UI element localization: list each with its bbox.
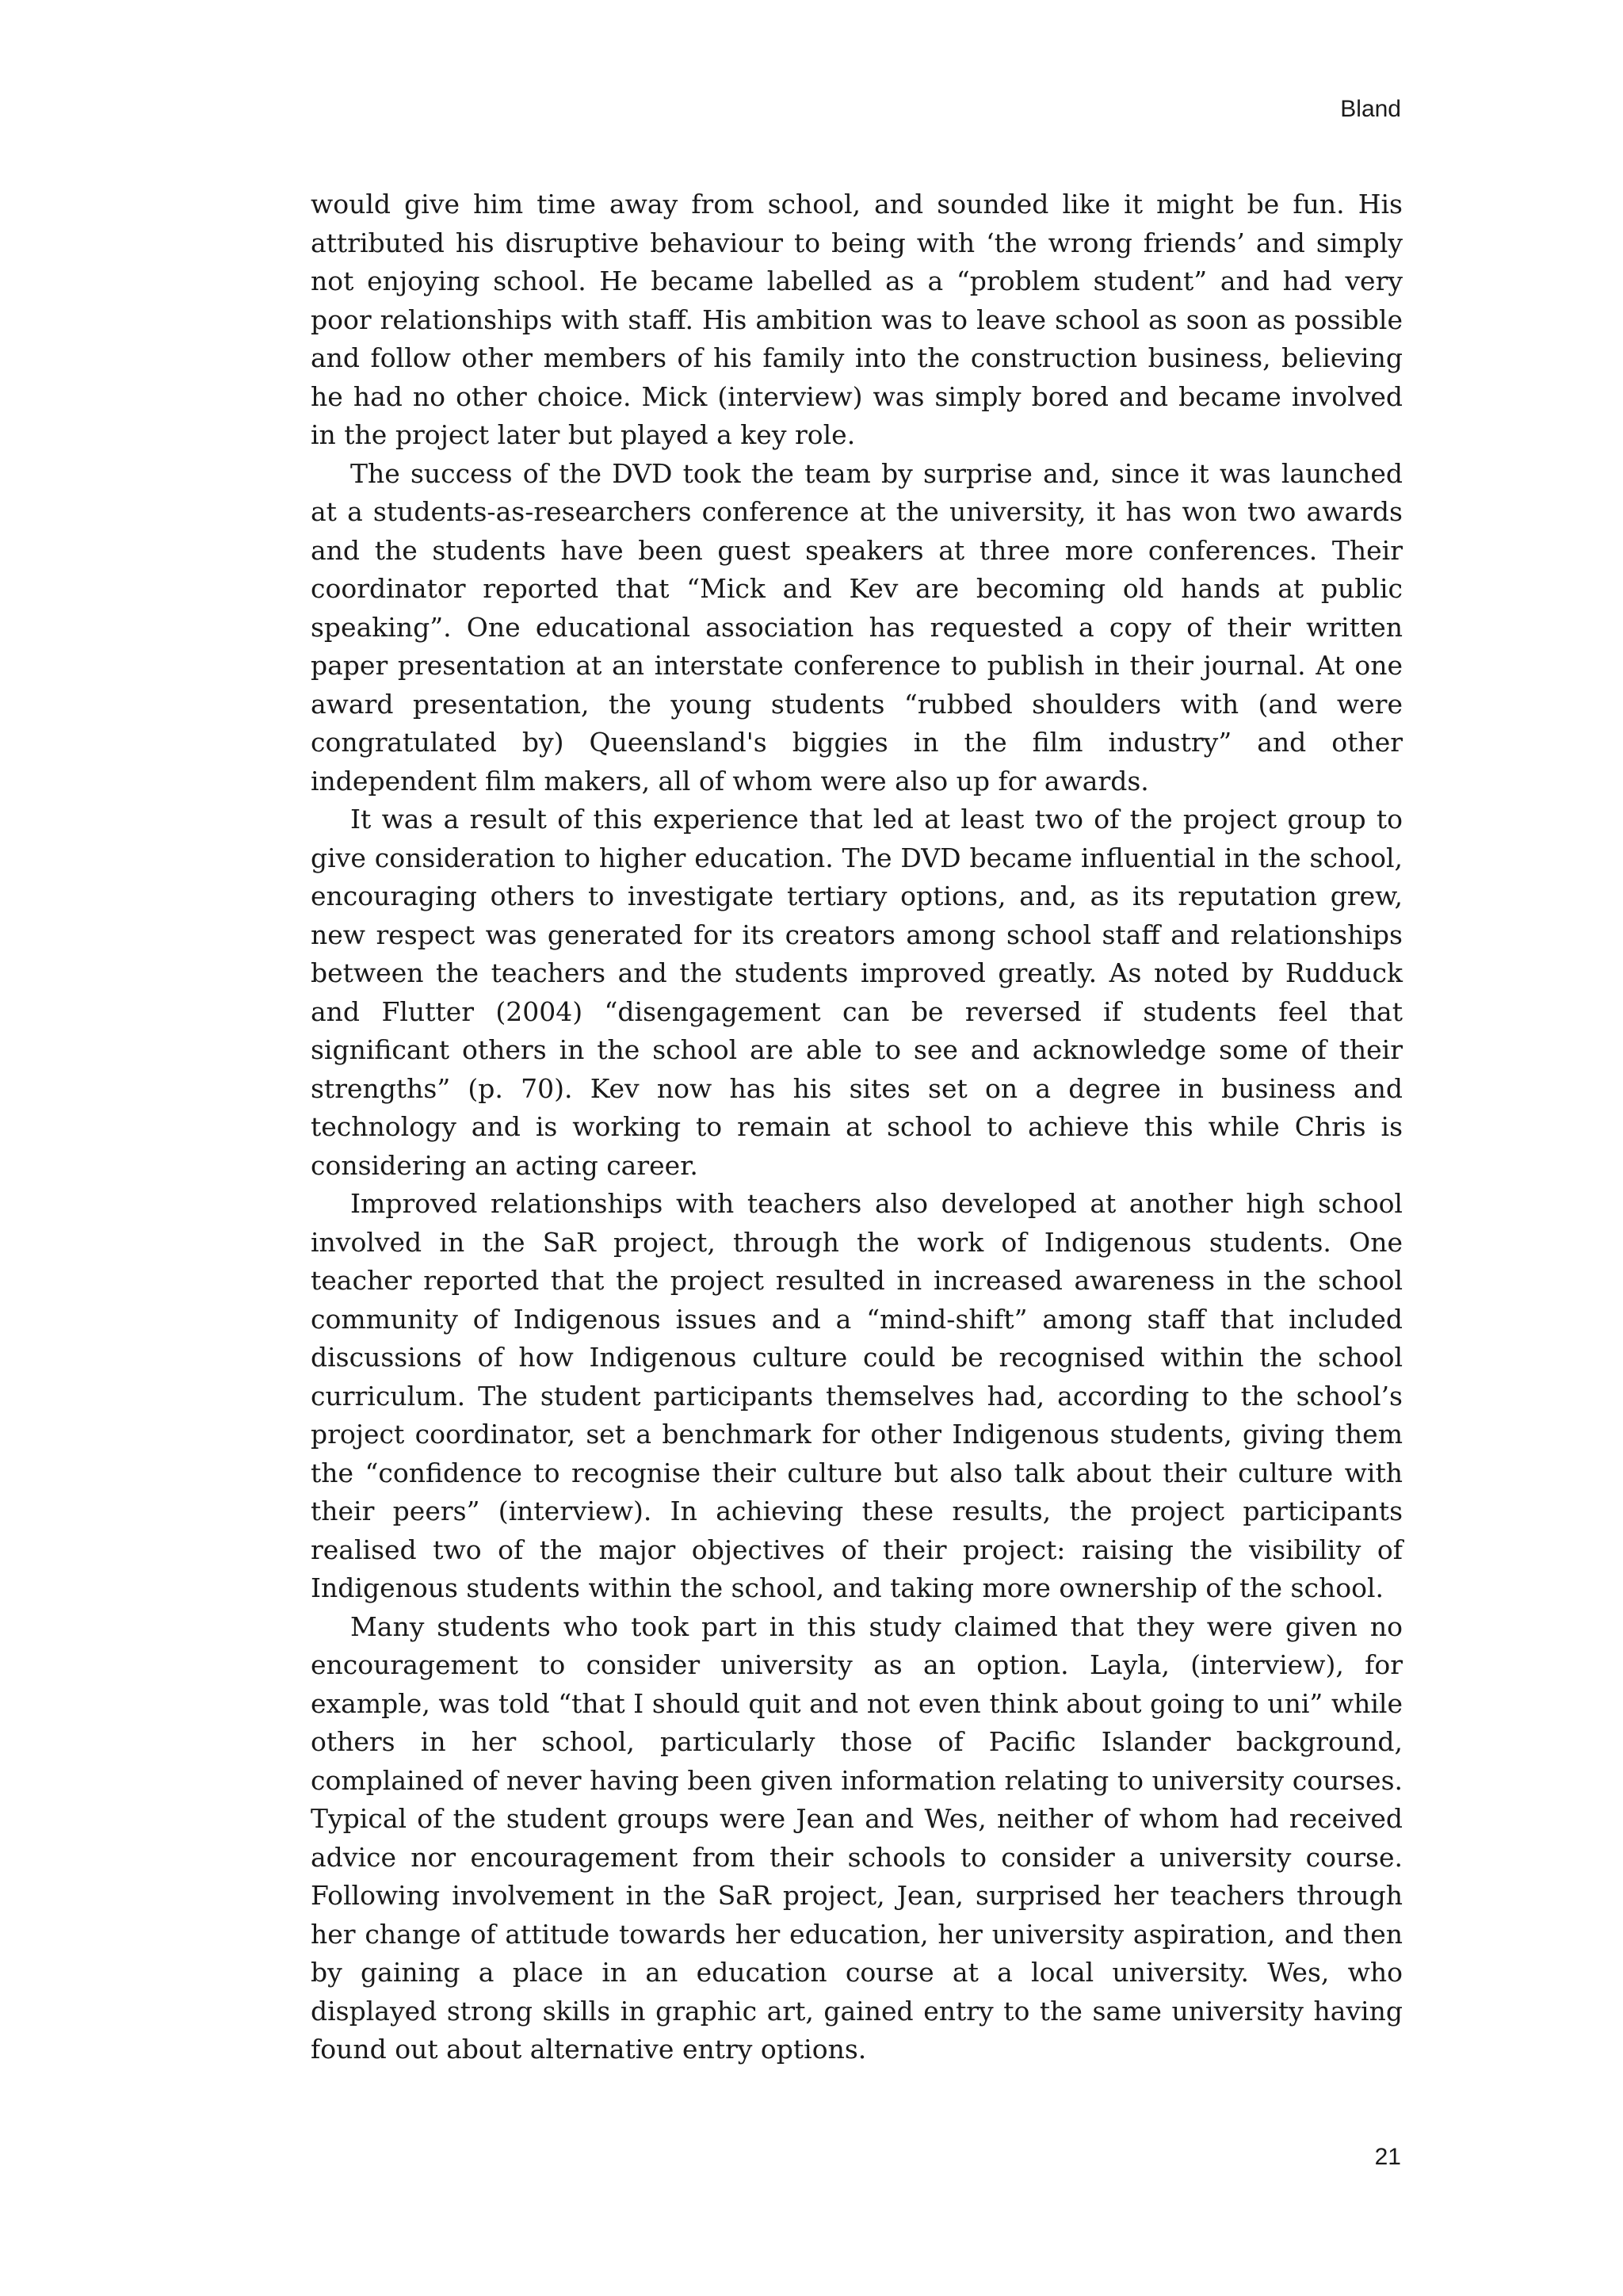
body-text bbox=[311, 185, 1403, 2069]
paragraph-dvd-success: The success of the DVD took the team by surprise and, since it was launched at a students-as-researchers conference at the university, it has won two awards and the students have been guest speakers at three more conferences. Their coordinator reported that “Mick and Kev are becoming old hands at public speaking”. One educational association has requested a copy of their written paper presentation at an interstate conference to publish in their journal. At one award presentation, the young students “rubbed shoulders with (and were congratulated by) Queensland's biggies in the film industry” and other independent film makers, all of whom were also up for awards. bbox=[311, 457, 1403, 797]
paragraph-continued: would give him time away from school, and sounded like it might be fun. His attributed his disruptive behaviour to being with ‘the wrong friends’ and simply not enjoying school. He became labelled as a “problem student” and had very poor relationships with staff. His ambition was to leave school as soon as possible and follow other members of his family into the construction business, believing he had no other choice. Mick (interview) was simply bored and became involved in the project later but played a key role. bbox=[311, 189, 1403, 450]
paragraph-indigenous-students: Improved relationships with teachers also developed at another high school involved in the SaR project, through the work of Indigenous students. One teacher reported that the project resulted in increased awareness in the school community of Indigenous issues and a “mind-shift” among staff that included discussions of how Indigenous culture could be recognised within the school curriculum. The student participants themselves had, according to the school’s project coordinator, set a benchmark for other Indigenous students, giving them the “confidence to recognise their culture but also talk about their culture with their peers” (interview). In achieving these results, the project participants realised two of the major objectives of their project: raising the visibility of Indigenous students within the school, and taking more ownership of the school. bbox=[311, 1188, 1403, 1603]
paragraph-higher-education: It was a result of this experience that led at least two of the project group to give consideration to higher education. The DVD became influential in the school, encouraging others to investigate tertiary options, and, as its reputation grew, new respect was generated for its creators among school staff and relationships between the teachers and the students improved greatly. As noted by Rudduck and Flutter (2004) “disengagement can be reversed if students feel that significant others in the school are able to see and acknowledge some of their strengths” (p. 70). Kev now has his sites set on a degree in business and technology and is working to remain at school to achieve this while Chris is considering an acting career. bbox=[311, 804, 1403, 1181]
running-header-author: Bland bbox=[1340, 96, 1401, 122]
paragraph-university-encouragement: Many students who took part in this study claimed that they were given no encouragement to consider university as an option. Layla, (interview), for example, was told “that I should quit and not even think about going to uni” while others in her school, particularly those of Pacific Islander background, complained of never having been given information relating to university courses. Typical of the student groups were Jean and Wes, neither of whom had received advice nor encouragement from their schools to consider a university course. Following involvement in the SaR project, Jean, surprised her teachers through her change of attitude towards her education, her university aspiration, and then by gaining a place in an education course at a local university. Wes, who displayed strong skills in graphic art, gained entry to the same university having found out about alternative entry options. bbox=[311, 1610, 1403, 2065]
page-number: 21 bbox=[1374, 2144, 1401, 2170]
